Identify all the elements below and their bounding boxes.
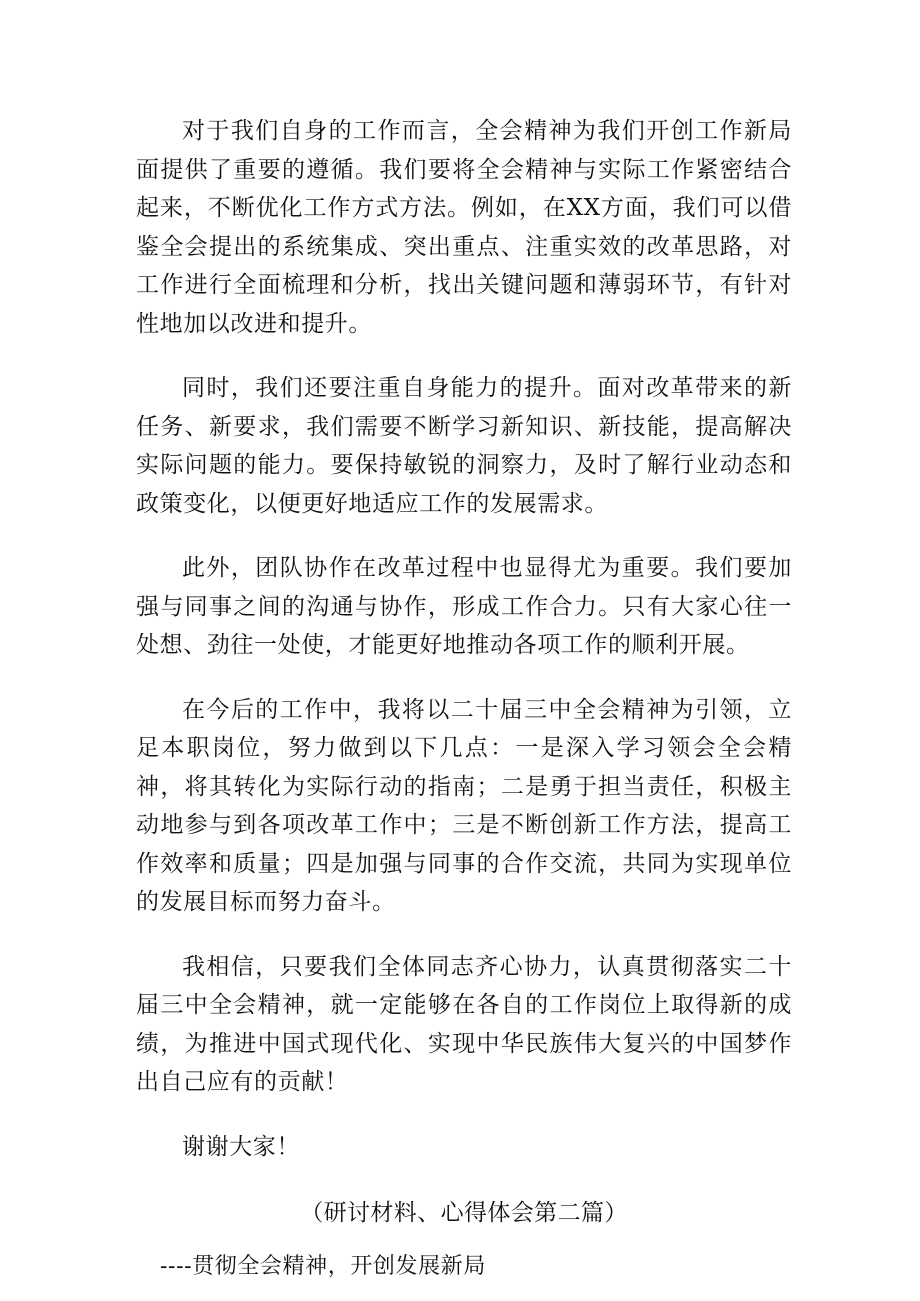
paragraph-teamwork: 此外，团队协作在改革过程中也显得尤为重要。我们要加强与同事之间的沟通与协作，形成工作合力。只有大家心往一处想、劲往一处使，才能更好地推动各项工作的顺利开展。 [136,555,792,658]
section-heading: （研讨材料、心得体会第二篇） [300,1200,628,1226]
paragraph-conclusion: 我相信，只要我们全体同志齐心协力，认真贯彻落实二十届三中全会精神，就一定能够在各自的工作岗位上取得新的成绩，为推进中国式现代化、实现中华民族伟大复兴的中国梦作出自己应有的贡献！ [136,953,792,1095]
paragraph-ability-improvement: 同时，我们还要注重自身能力的提升。面对改革带来的新任务、新要求，我们需要不断学习新知识、新技能，提高解决实际问题的能力。要保持敏锐的洞察力，及时了解行业动态和政策变化，以便更好地适应工作的发展需求。 [136,375,792,517]
paragraph-future-plan: 在今后的工作中，我将以二十届三中全会精神为引领，立足本职岗位，努力做到以下几点：一是深入学习领会全会精神，将其转化为实际行动的指南；二是勇于担当责任，积极主动地参与到各项改革工作中；三是不断创新工作方法，提高工作效率和质量；四是加强与同事的合作交流，共同为实现单位的发展目标而努力奋斗。 [136,696,792,915]
section-subtitle: ----贯彻全会精神，开创发展新局 [160,1254,486,1279]
document-page [136,112,792,1286]
closing-thanks: 谢谢大家！ [182,1133,300,1160]
paragraph-work-approach: 对于我们自身的工作而言，全会精神为我们开创工作新局面提供了重要的遵循。我们要将全会精神与实际工作紧密结合起来，不断优化工作方式方法。例如，在XX方面，我们可以借鉴全会提出的系统集成、突出重点、注重实效的改革思路，对工作进行全面梳理和分析，找出关键问题和薄弱环节，有针对性地加以改进和提升。 [136,118,792,337]
